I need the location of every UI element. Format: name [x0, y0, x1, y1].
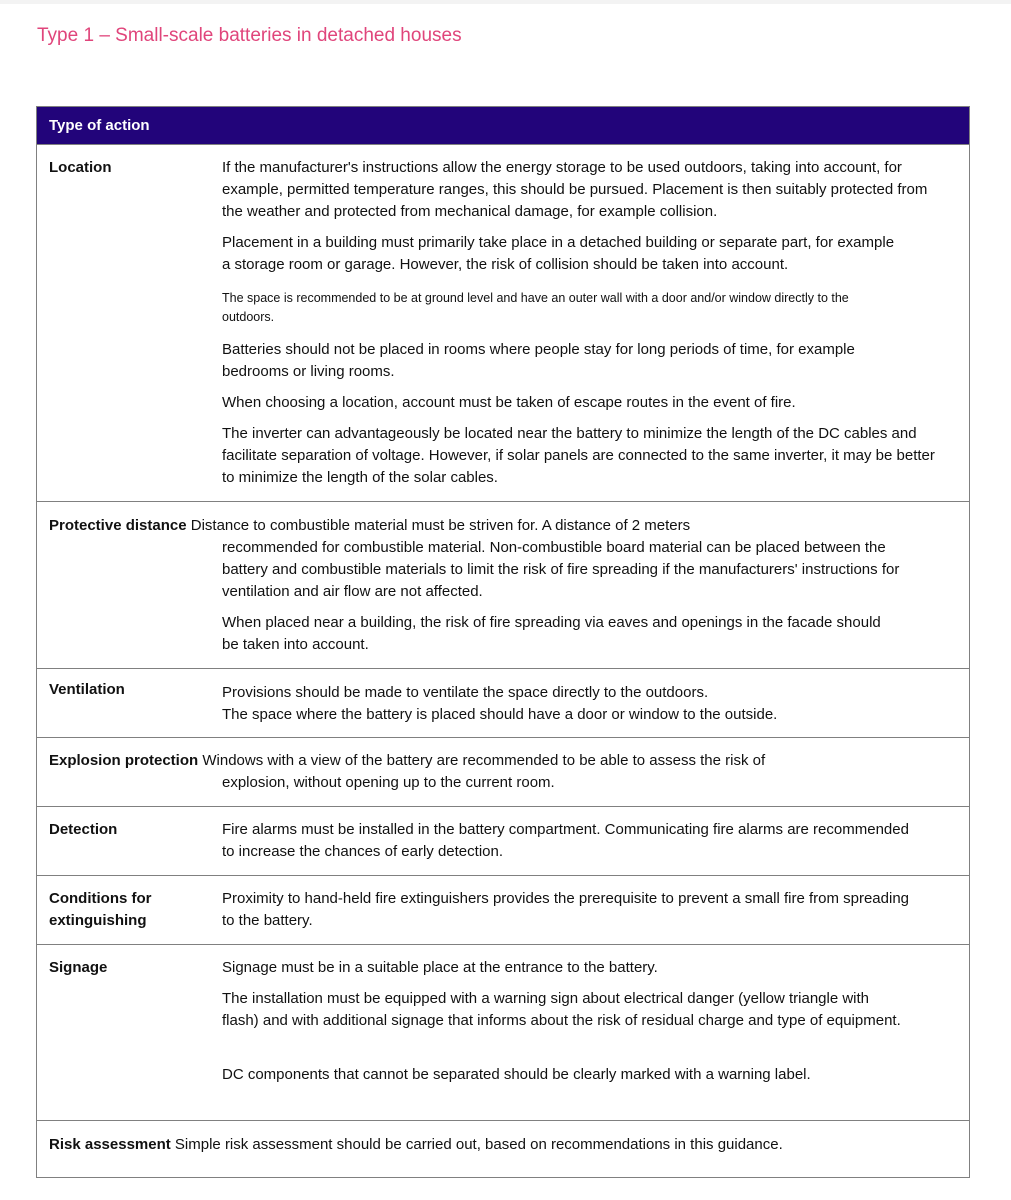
label-line: Conditions for [49, 890, 152, 907]
paragraph [222, 423, 935, 489]
row-label-protective-distance: Protective distance [49, 517, 187, 534]
text-line: Windows with a view of the battery are recommended to be able to assess the risk of [202, 752, 766, 769]
text-line: If the manufacturer's instructions allow the energy storage to be used outdoors, taking into account, for [222, 159, 902, 176]
text-line: bedrooms or living rooms. [222, 363, 395, 380]
row-lead-explosion-protection [49, 750, 765, 772]
paragraph [222, 612, 881, 656]
row-ventilation [37, 668, 969, 737]
text-line: When choosing a location, account must be taken of escape routes in the event of fire. [222, 394, 796, 411]
text-line: Fire alarms must be installed in the battery compartment. Communicating fire alarms are recommended [222, 821, 909, 838]
text-line: Signage must be in a suitable place at the entrance to the battery. [222, 959, 658, 976]
paragraph [222, 232, 894, 276]
text-line: battery and combustible materials to limit the risk of fire spreading if the manufacturers' instructions for [222, 561, 900, 578]
text-line: DC components that cannot be separated should be clearly marked with a warning label. [222, 1066, 811, 1083]
text-line: flash) and with additional signage that informs about the risk of residual charge and type of equipment. [222, 1012, 901, 1029]
paragraph [222, 1064, 811, 1086]
paragraph [222, 339, 855, 383]
row-label-explosion-protection: Explosion protection [49, 752, 199, 769]
text-line: Placement in a building must primarily take place in a detached building or separate part, for example [222, 234, 895, 251]
row-conditions-for-extinguishing [37, 875, 969, 944]
paragraph [222, 537, 899, 603]
row-detection [37, 806, 969, 875]
text-line: facilitate separation of voltage. However, if solar panels are connected to the same inverter, it may be better [222, 447, 935, 464]
row-location [37, 144, 969, 501]
action-table [36, 106, 970, 1178]
row-explosion-protection [37, 737, 969, 806]
text-line: Simple risk assessment should be carried out, based on recommendations in this guidance. [174, 1136, 783, 1153]
paragraph [222, 888, 909, 932]
text-line: to minimize the length of the solar cables. [222, 469, 498, 486]
row-lead-risk-assessment [49, 1134, 783, 1156]
row-lead-protective-distance [49, 515, 690, 537]
text-line: Batteries should not be placed in rooms where people stay for long periods of time, for example [222, 341, 855, 358]
row-label-location: Location [49, 159, 112, 176]
row-label-ventilation: Ventilation [49, 681, 125, 698]
text-line: be taken into account. [222, 636, 369, 653]
text-line: Provisions should be made to ventilate the space directly to the outdoors. [222, 684, 709, 701]
table-header: Type of action [37, 107, 969, 144]
row-label-signage: Signage [49, 959, 108, 976]
text-line: outdoors. [222, 310, 275, 324]
text-line: explosion, without opening up to the current room. [222, 774, 555, 791]
paragraph [222, 957, 658, 979]
row-protective-distance [37, 501, 969, 668]
text-line: the weather and protected from mechanical damage, for example collision. [222, 203, 718, 220]
text-line: ventilation and air flow are not affected. [222, 583, 483, 600]
text-line: The space is recommended to be at ground level and have an outer wall with a door and/or window directly to the [222, 291, 849, 305]
paragraph [222, 682, 777, 726]
text-line: The installation must be equipped with a warning sign about electrical danger (yellow triangle with [222, 990, 870, 1007]
row-label-risk-assessment: Risk assessment [49, 1136, 171, 1153]
paragraph [222, 772, 555, 794]
row-label-conditions-for-extinguishing [49, 888, 151, 932]
row-label-detection: Detection [49, 821, 118, 838]
paragraph [222, 819, 909, 863]
text-line: example, permitted temperature ranges, this should be pursued. Placement is then suitably protected from [222, 181, 928, 198]
row-signage [37, 944, 969, 1120]
text-line: Distance to combustible material must be striven for. A distance of 2 meters [190, 517, 691, 534]
text-line: recommended for combustible material. Non-combustible board material can be placed between the [222, 539, 886, 556]
paragraph [222, 392, 796, 414]
paragraph [222, 289, 849, 327]
row-risk-assessment [37, 1120, 969, 1177]
page-title: Type 1 – Small-scale batteries in detached houses [37, 25, 462, 46]
text-line: Proximity to hand-held fire extinguishers provides the prerequisite to prevent a small fire from spreading [222, 890, 909, 907]
paragraph [222, 157, 927, 223]
text-line: The inverter can advantageously be located near the battery to minimize the length of the DC cables and [222, 425, 917, 442]
text-line: to the battery. [222, 912, 313, 929]
paragraph [222, 988, 901, 1032]
text-line: The space where the battery is placed should have a door or window to the outside. [222, 706, 778, 723]
text-line: When placed near a building, the risk of fire spreading via eaves and openings in the facade should [222, 614, 881, 631]
text-line: to increase the chances of early detection. [222, 843, 504, 860]
top-rule [0, 0, 1011, 4]
text-line: a storage room or garage. However, the risk of collision should be taken into account. [222, 256, 789, 273]
label-line: extinguishing [49, 912, 147, 929]
